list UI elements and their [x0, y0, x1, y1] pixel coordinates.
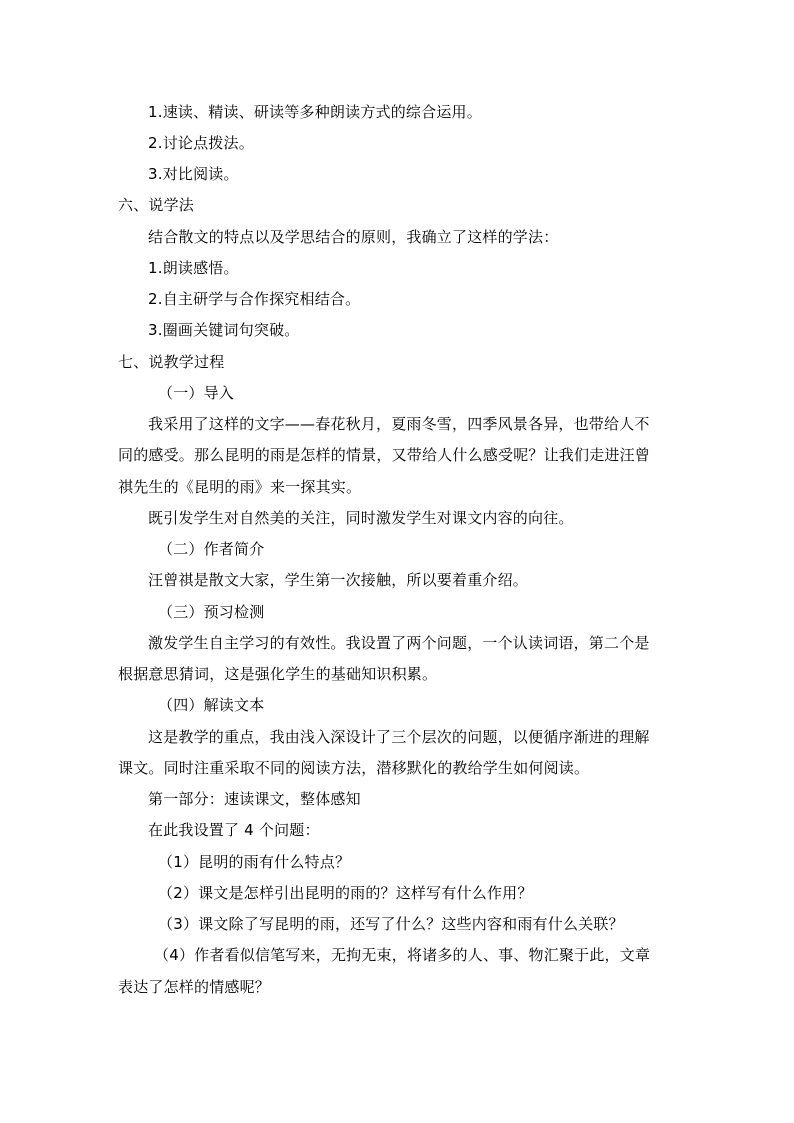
list-item: （3）课文除了写昆明的雨，还写了什么？这些内容和雨有什么关联？ — [158, 915, 624, 933]
text-line: 祺先生的《昆明的雨》来一探其实。 — [118, 478, 362, 496]
text-line: 既引发学生对自然美的关注，同时激发学生对课文内容的向往。 — [148, 509, 574, 527]
text-line: 1.速读、精读、研读等多种朗读方式的综合运用。 — [148, 103, 482, 121]
text-line: 2.讨论点拨法。 — [148, 134, 254, 152]
section-heading: 七、说教学过程 — [118, 353, 225, 371]
text-line: 这是教学的重点，我由浅入深设计了三个层次的问题，以便循序渐进的理解 — [148, 728, 650, 746]
text-line: 课文。同时注重采取不同的阅读方法，潜移默化的教给学生如何阅读。 — [118, 759, 590, 777]
text-line: 1.朗读感悟。 — [148, 259, 239, 277]
text-line: 2.自主研学与合作探究相结合。 — [148, 290, 361, 308]
text-line: 根据意思猜词，这是强化学生的基础知识积累。 — [118, 665, 438, 683]
list-item: （1）昆明的雨有什么特点？ — [158, 853, 351, 871]
text-line: 3.圈画关键词句突破。 — [148, 321, 300, 339]
subsection-heading: （二）作者简介 — [158, 540, 265, 558]
text-line: 在此我设置了 4 个问题： — [148, 821, 320, 839]
text-line: 结合散文的特点以及学思结合的原则，我确立了这样的学法： — [148, 228, 559, 246]
text-line: 汪曾祺是散文大家，学生第一次接触，所以要着重介绍。 — [148, 571, 529, 589]
subsection-heading: （一）导入 — [158, 384, 235, 402]
text-line: 激发学生自主学习的有效性。我设置了两个问题，一个认读词语，第二个是 — [148, 634, 650, 652]
list-item: （2）课文是怎样引出昆明的雨的？这样写有什么作用？ — [158, 884, 533, 902]
text-line: 3.对比阅读。 — [148, 165, 239, 183]
text-line: 第一部分：速读课文，整体感知 — [148, 790, 361, 808]
section-heading: 六、说学法 — [118, 196, 195, 214]
text-line: 表达了怎样的情感呢？ — [118, 978, 271, 996]
list-item: （4）作者看似信笔写来，无拘无束，将诸多的人、事、物汇聚于此，文章 — [154, 946, 651, 964]
subsection-heading: （三）预习检测 — [158, 603, 265, 621]
text-line: 同的感受。那么昆明的雨是怎样的情景，又带给人什么感受呢？让我们走进汪曾 — [118, 446, 651, 464]
text-line: 我采用了这样的文字——春花秋月，夏雨冬雪，四季风景各异，也带给人不 — [148, 415, 650, 433]
subsection-heading: （四）解读文本 — [158, 696, 265, 714]
